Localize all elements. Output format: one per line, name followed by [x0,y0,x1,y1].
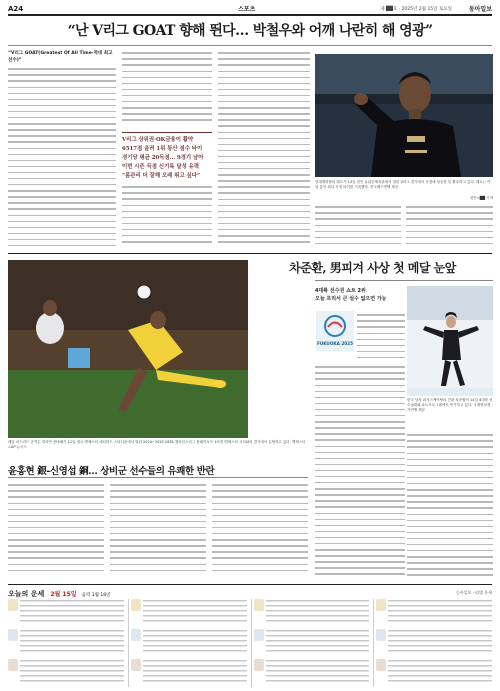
zodiac-entry [376,629,492,657]
logo-text: FUKUOKA 2025 [317,341,353,346]
taekwondo-body-col-2 [110,482,206,580]
skating-body-col-3 [407,432,493,580]
zodiac-entry [254,599,370,627]
figure-skater-photo [407,286,493,396]
pullquote-line: V리그 상위권·OK금융이 활약 [122,136,194,143]
lead-subheadline: “V리그 GOAT(Greatest Of All Time·역대 최고 선수)” [8,51,113,63]
lead-body-col-4 [315,204,401,250]
taekwondo-body-col-1 [8,482,104,580]
volleyball-photo-credit: 천안=██ 기자 [470,196,493,200]
fortune-columns [8,599,492,687]
zodiac-entry [254,659,370,687]
rat-icon [8,599,18,611]
pullquote-line: 이번 시즌 득점 신기록 달성 유력 [122,163,200,170]
zodiac-entry [8,599,124,627]
zodiac-entry [376,659,492,687]
zodiac-entry [131,629,247,657]
zodiac-entry [8,629,124,657]
fortune-header [8,589,111,599]
rooster-icon [376,599,386,611]
skater-photo-caption: 한국 남자 피겨스케이팅의 간판 차준환이 14일 4대륙 선수권대회 쇼트프로그램에서 연기하고 있다. 국제빙상경기연맹 제공 [407,398,493,413]
skating-subhead [315,287,407,303]
fortune-date: 2월 15일 [50,591,77,598]
snake-icon [131,659,141,671]
volleyball-player-photo [315,54,493,177]
lead-body-col-5 [406,204,493,250]
lead-body-col-1 [8,50,116,250]
skating-subhead-line: 4대륙 선수권 쇼트 2위 [315,288,366,294]
tiger-icon [8,659,18,671]
fukuoka-2025-logo [316,311,354,351]
dragon-icon [131,629,141,641]
zodiac-entry [131,659,247,687]
skating-headline: 차준환, 男피겨 사상 첫 메달 눈앞 [289,261,456,275]
pullquote-line: 경기당 평균 20득점… 9경기 남아 [122,154,204,161]
zodiac-entry [254,629,370,657]
fortune-note: 동아일보 · 띠별 운세 [456,590,492,595]
sheep-icon [254,629,264,641]
monkey-icon [254,659,264,671]
soccer-photo-caption: 레알 마드리드 공격수 킬리안 음바페가 12일 영국 맨체스터 에티하드 스타디움에서 열린 2024~2025 UEFA 챔피언스리그 플레이오프 1차전 맨체스터 시티와의 경기에서 슈팅하고 있다. 맨체스터=AP 뉴시스 [8,440,306,450]
taekwondo-body-col-3 [212,482,308,580]
fortune-column [128,599,247,687]
masthead [8,4,492,13]
pullquote [122,132,212,181]
soccer-match-photo [8,260,248,438]
lead-headline: “난 V리그 GOAT 향해 뛴다… 박철우와 어깨 나란히 해 영광” [67,23,433,39]
zodiac-entry [131,599,247,627]
taekwondo-headline-rule [8,477,308,478]
section-rule [8,253,492,254]
pullquote-line: “몸관리 더 잘해 오래 뛰고 싶다” [122,172,201,179]
zodiac-entry [376,599,492,627]
skating-subhead-line: 오늘 프리서 큰 실수 없으면 가능 [315,296,387,302]
issue-meta: 제 ██호 · 2025년 2월 15일 토요일 [380,6,452,12]
zodiac-entry [8,659,124,687]
skating-body-col-2 [315,364,405,580]
fortune-lunar-date: 음력 1월 18일 [81,593,111,598]
horse-icon [254,599,264,611]
section-name: 스포츠 [238,6,256,13]
ox-icon [8,629,18,641]
fortune-column [251,599,370,687]
rabbit-icon [131,599,141,611]
fortune-column [373,599,492,687]
lead-body-col-3 [218,50,310,250]
skating-headline-rule [315,280,493,281]
lead-body-col-2 [122,50,212,128]
fortune-column [8,599,124,687]
pig-icon [376,659,386,671]
top-rule [8,14,492,16]
dog-icon [376,629,386,641]
fortune-title: 오늘의 운세 [8,590,45,598]
lead-body-col-2b [122,184,212,250]
volleyball-photo-caption: 현대캐피탈의 레오가 13일 천안 유관순체육관에서 열린 V리그 경기에서 득점에 성공한 뒤 환호하고 있다. 레오는 이날 통산 최다 득점 타이를 기록했다. 한국배구연맹 제공 [315,180,491,190]
newspaper-name: 동아일보 [468,6,492,13]
skating-body-col-1 [357,312,405,362]
headline-rule [8,45,492,46]
pullquote-line: 6517점 올려 1위 통산 점수 타이 [122,145,203,152]
daily-fortune-section [8,584,492,688]
page-number: A24 [8,4,24,13]
taekwondo-headline: 윤홍현 銀-신영섭 銅… 상비군 선수들의 유쾌한 반란 [8,466,215,477]
